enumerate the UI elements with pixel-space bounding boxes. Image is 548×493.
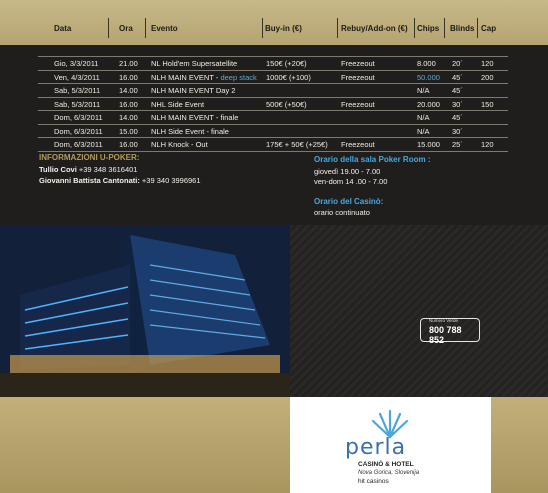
cell-blinds: 45´ — [452, 113, 463, 122]
cell-chips: N/A — [417, 86, 430, 95]
col-divider — [262, 18, 263, 38]
table-row — [38, 56, 508, 71]
cell-data: Gio, 3/3/2011 — [54, 59, 99, 68]
table-row — [38, 138, 508, 152]
poker-hours-title: Orario della sala Poker Room : — [314, 155, 431, 164]
cell-cap: 120 — [481, 59, 494, 68]
logo-subtitle: CASINÒ & HOTEL — [358, 461, 414, 468]
cell-buyin: 150€ (+20€) — [266, 59, 307, 68]
cell-data: Sab, 5/3/2011 — [54, 99, 101, 109]
col-evento: Evento — [151, 24, 178, 33]
table-row — [38, 111, 508, 125]
cell-ora: 21.00 — [119, 59, 138, 68]
table-row — [38, 71, 508, 85]
cell-rebuy: Freezeout — [341, 59, 375, 68]
cell-evento — [151, 59, 237, 68]
toll-free-badge — [420, 318, 480, 345]
cell-evento — [151, 73, 257, 82]
info-title: INFORMAZIONI U-POKER: — [39, 153, 140, 162]
toll-free-label: Numero Verde — [429, 318, 459, 323]
cell-rebuy: Freezeout — [341, 99, 375, 109]
perla-logo — [290, 397, 491, 493]
cell-blinds: 20´ — [452, 59, 463, 68]
col-divider — [444, 18, 445, 38]
cell-rebuy: Freezeout — [341, 140, 375, 149]
decorative-stripes — [290, 225, 548, 397]
poker-hours-line: ven-dom 14 .00 - 7.00 — [314, 177, 388, 186]
cell-data: Dom, 6/3/2011 — [54, 140, 103, 149]
cell-evento: NLH Knock - Out — [151, 140, 208, 149]
contact-name: Giovanni Battista Cantonati: — [39, 176, 140, 185]
logo-wordmark: perla — [345, 435, 407, 460]
hotel-photo — [0, 225, 290, 397]
col-divider — [145, 18, 146, 38]
col-chips: Chips — [417, 24, 440, 33]
cell-cap: 150 — [481, 99, 494, 109]
contact-phone: +39 340 3996961 — [139, 176, 201, 185]
col-divider — [414, 18, 415, 38]
cell-buyin: 1000€ (+100) — [266, 72, 311, 82]
col-divider — [337, 18, 338, 38]
cell-blinds: 30´ — [452, 99, 463, 109]
col-ora: Ora — [119, 24, 133, 33]
col-rebuy: Rebuy/Add-on (€) — [341, 24, 408, 33]
logo-brand: hit casinos — [358, 478, 389, 485]
cell-chips: 50.000 — [417, 72, 440, 82]
cell-chips: 8.000 — [417, 59, 436, 68]
toll-free-number: 800 788 852 — [429, 325, 462, 345]
cell-blinds: 45´ — [452, 72, 463, 82]
cell-data: Sab, 5/3/2011 — [54, 86, 101, 95]
schedule-table — [38, 56, 508, 152]
cell-evento: NLH Side Event - finale — [151, 126, 229, 136]
contact-name: Tullio Covi — [39, 165, 77, 174]
cell-data: Dom, 6/3/2011 — [54, 113, 103, 122]
cell-ora: 14.00 — [119, 86, 138, 95]
casino-hours-line: orario continuato — [314, 208, 370, 217]
casino-hours-title: Orario del Casinò: — [314, 197, 384, 206]
cell-blinds: 25´ — [452, 140, 463, 149]
evento-highlight: deep stack — [220, 72, 257, 82]
info-contact-1 — [39, 165, 137, 174]
evento-text: NL Hold'em Supersatellite — [151, 59, 238, 68]
cell-rebuy: Freezeout — [341, 72, 375, 82]
cell-chips: N/A — [417, 113, 430, 122]
table-row — [38, 125, 508, 139]
logo-location: Nova Gorica, Slovenija — [358, 470, 420, 476]
cell-ora: 16.00 — [119, 99, 138, 109]
col-blinds: Blinds — [450, 24, 475, 33]
evento-text: NLH MAIN EVENT - — [151, 72, 221, 82]
cell-cap: 200 — [481, 72, 494, 82]
cell-chips: N/A — [417, 126, 430, 136]
col-data: Data — [54, 24, 72, 33]
col-cap: Cap — [481, 24, 497, 33]
cell-buyin: 175€ + 50€ (+25€) — [266, 140, 328, 149]
cell-evento: NHL Side Event — [151, 99, 205, 109]
cell-data: Dom, 6/3/2011 — [54, 126, 103, 136]
col-divider — [477, 18, 478, 38]
cell-cap: 120 — [481, 140, 494, 149]
poker-hours-line: giovedì 19.00 - 7.00 — [314, 167, 381, 176]
hotel-building-illustration — [0, 225, 290, 397]
cell-evento: NLH MAIN EVENT - finale — [151, 113, 239, 122]
cell-ora: 16.00 — [119, 140, 138, 149]
cell-evento: NLH MAIN EVENT Day 2 — [151, 86, 236, 95]
cell-ora: 16.00 — [119, 72, 138, 82]
col-buyin: Buy-in (€) — [265, 24, 302, 33]
table-row — [38, 98, 508, 112]
contact-phone: +39 348 3616401 — [76, 165, 138, 174]
cell-ora: 15.00 — [119, 126, 138, 136]
cell-blinds: 45´ — [452, 86, 463, 95]
info-contact-2 — [39, 176, 201, 185]
cell-ora: 14.00 — [119, 113, 138, 122]
cell-data: Ven, 4/3/2011 — [54, 72, 100, 82]
cell-chips: 15.000 — [417, 140, 440, 149]
cell-blinds: 30´ — [452, 126, 463, 136]
schedule-header — [0, 0, 548, 45]
table-row — [38, 84, 508, 98]
col-divider — [108, 18, 109, 38]
cell-chips: 20.000 — [417, 99, 440, 109]
cell-buyin: 500€ (+50€) — [266, 99, 307, 109]
